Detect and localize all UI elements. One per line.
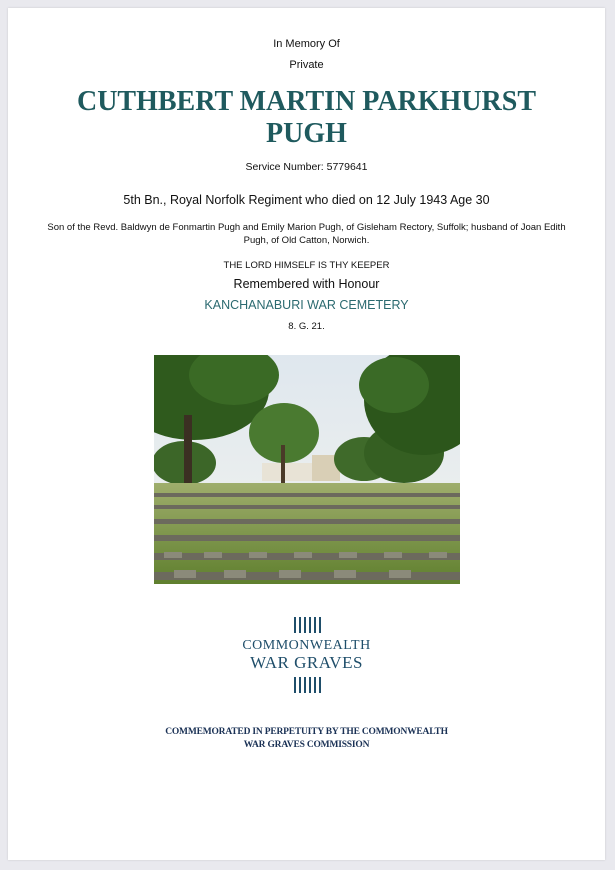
footer-line-2: WAR GRAVES COMMISSION — [243, 740, 370, 750]
logo-text-line-2: WAR GRAVES — [250, 653, 363, 672]
logo-top-bars-icon — [8, 617, 605, 638]
name-line-1: CUTHBERT MARTIN PARKHURST — [76, 86, 537, 117]
in-memory-of: In Memory Of — [273, 38, 340, 50]
family-line-1: Son of the Revd. Baldwyn de Fonmartin Pugh and Emily Marion Pugh, of Gisleham Rectory, Suffolk; husband of Joan Edith — [47, 222, 566, 233]
certificate-page — [8, 8, 605, 860]
name-line-2: PUGH — [266, 118, 347, 149]
remembered-with-honour: Remembered with Honour — [233, 277, 380, 291]
service-number: Service Number: 5779641 — [245, 161, 368, 173]
cemetery-photo — [154, 355, 460, 584]
epitaph: THE LORD HIMSELF IS THY KEEPER — [223, 260, 390, 271]
footer-line-1: COMMEMORATED IN PERPETUITY BY THE COMMONWEALTH — [165, 727, 448, 737]
family-line-2: Pugh, of Old Catton, Norwich. — [243, 235, 370, 246]
cemetery-name: KANCHANABURI WAR CEMETERY — [204, 298, 409, 312]
logo-bottom-bars-icon — [8, 677, 605, 698]
grave-reference: 8. G. 21. — [288, 321, 325, 332]
logo-text-line-1: COMMONWEALTH — [242, 638, 371, 653]
unit-and-death: 5th Bn., Royal Norfolk Regiment who died on 12 July 1943 Age 30 — [123, 193, 490, 207]
rank: Private — [289, 59, 324, 71]
